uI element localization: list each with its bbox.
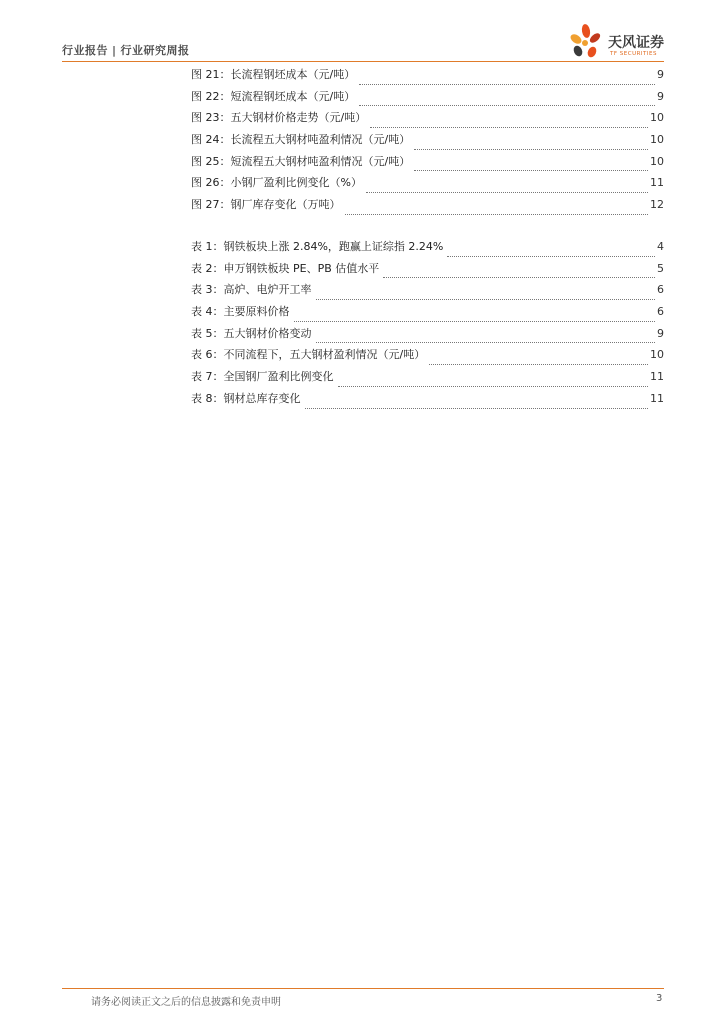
figure-toc-entry-label: 图 23：五大钢材价格走势（元/吨） [191, 111, 367, 125]
flower-logo-icon [566, 22, 606, 62]
figure-toc-entry-label: 图 25：短流程五大钢材吨盈利情况（元/吨） [191, 154, 411, 168]
header-separator: | [112, 44, 117, 57]
figure-toc-entry[interactable] [191, 174, 664, 196]
figure-toc-entry[interactable] [191, 66, 664, 88]
table-toc-entry-page: 10 [650, 348, 664, 362]
figure-toc-entry-page: 10 [650, 133, 664, 147]
table-toc-entry-label: 表 5：五大钢材价格变动 [191, 326, 312, 340]
dot-leader [305, 407, 649, 409]
table-toc-entry-page: 5 [657, 261, 664, 275]
figure-toc-entry-page: 10 [650, 111, 664, 125]
table-toc-entry[interactable] [191, 390, 664, 412]
table-toc-entry-page: 6 [657, 305, 664, 319]
table-toc-entry-label: 表 3：高炉、电炉开工率 [191, 283, 312, 297]
company-logo [566, 22, 676, 62]
dot-leader [345, 213, 649, 215]
logo-subtitle: TF SECURITIES [610, 51, 657, 57]
figure-toc-entry[interactable] [191, 196, 664, 218]
dot-leader [359, 83, 655, 85]
table-toc-entry-label: 表 7：全国钢厂盈利比例变化 [191, 370, 334, 384]
figure-toc-entry-label: 图 22：短流程钢坯成本（元/吨） [191, 89, 356, 103]
figure-toc-entry-label: 图 21：长流程钢坯成本（元/吨） [191, 68, 356, 81]
table-toc-entry-page: 4 [657, 240, 664, 253]
table-toc-entry-page: 11 [650, 370, 664, 384]
dot-leader [383, 276, 655, 278]
figure-toc-entry[interactable] [191, 88, 664, 110]
dot-leader [429, 363, 648, 365]
figures-toc [191, 66, 664, 218]
figure-toc-entry-page: 10 [650, 154, 664, 168]
footer-divider [62, 988, 664, 989]
figure-toc-entry[interactable] [191, 131, 664, 153]
table-toc-entry-label: 表 6：不同流程下，五大钢材盈利情况（元/吨） [191, 348, 426, 362]
header-category: 行业报告 [62, 44, 108, 57]
figure-toc-entry-page: 9 [657, 89, 664, 103]
table-toc-entry[interactable] [191, 325, 664, 347]
dot-leader [370, 126, 648, 128]
table-toc-entry-label: 表 1：钢铁板块上涨 2.84%，跑赢上证综指 2.24% [191, 240, 444, 253]
figure-toc-entry-label: 图 27：钢厂库存变化（万吨） [191, 198, 341, 212]
dot-leader [447, 255, 655, 257]
figure-toc-entry-label: 图 24：长流程五大钢材吨盈利情况（元/吨） [191, 133, 411, 147]
figure-toc-entry-page: 9 [657, 68, 664, 81]
table-toc-entry-label: 表 8：钢材总库存变化 [191, 391, 301, 405]
figure-toc-entry[interactable] [191, 153, 664, 175]
header-divider [62, 61, 664, 62]
table-toc-entry[interactable] [191, 260, 664, 282]
figure-toc-entry-page: 12 [650, 198, 664, 212]
table-toc-entry[interactable] [191, 281, 664, 303]
dot-leader [294, 320, 656, 322]
footer-disclaimer: 请务必阅读正文之后的信息披露和免责申明 [91, 997, 281, 1008]
table-toc-entry-page: 6 [657, 283, 664, 297]
dot-leader [359, 104, 655, 106]
header-report-type: 行业研究周报 [120, 44, 190, 57]
figure-toc-entry[interactable] [191, 109, 664, 131]
table-toc-entry[interactable] [191, 303, 664, 325]
dot-leader [414, 169, 648, 171]
table-toc-entry[interactable] [191, 238, 664, 260]
table-toc-entry-page: 9 [657, 326, 664, 340]
dot-leader [316, 298, 656, 300]
table-toc-entry-label: 表 4：主要原料价格 [191, 305, 290, 319]
table-toc-entry[interactable] [191, 368, 664, 390]
page-number: 3 [656, 993, 663, 1004]
table-toc-entry[interactable] [191, 346, 664, 368]
dot-leader [316, 341, 656, 343]
dot-leader [338, 385, 649, 387]
figure-toc-entry-label: 图 26：小钢厂盈利比例变化（%） [191, 176, 362, 190]
tables-toc [191, 238, 664, 412]
table-toc-entry-page: 11 [650, 391, 664, 405]
table-toc-entry-label: 表 2：申万钢铁板块 PE、PB 估值水平 [191, 261, 380, 275]
dot-leader [414, 148, 648, 150]
logo-name: 天风证券 [608, 35, 664, 51]
header-title [62, 42, 190, 58]
dot-leader [366, 191, 648, 193]
figure-toc-entry-page: 11 [650, 176, 664, 190]
